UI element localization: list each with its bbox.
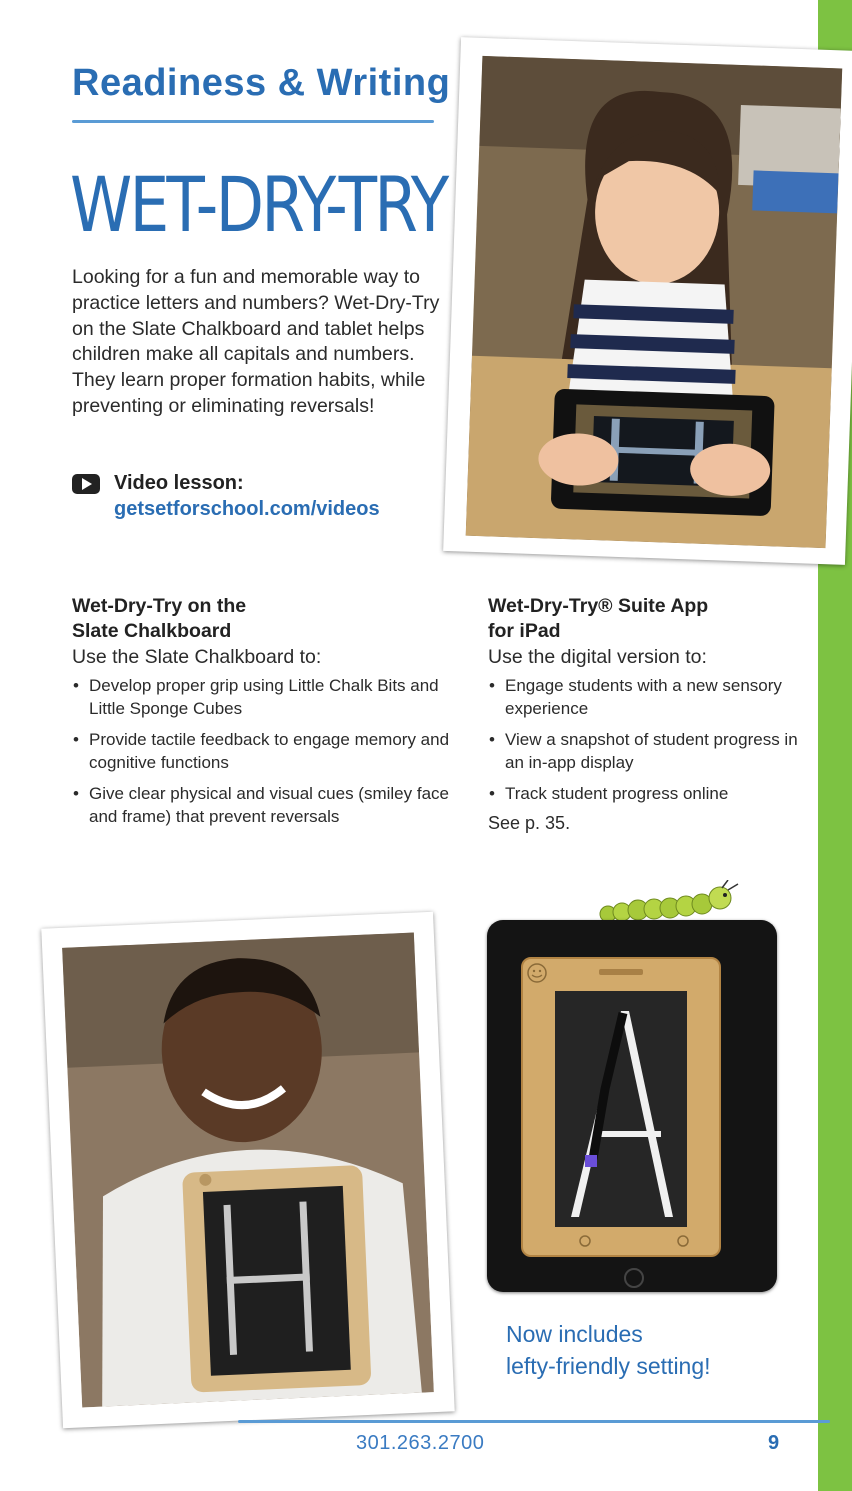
app-heading-line1: Wet-Dry-Try® Suite App (488, 595, 709, 617)
boy-slate-illustration (62, 933, 434, 1408)
suite-app-column (488, 594, 808, 834)
slate-bullet-list (72, 674, 452, 828)
girl-tablet-illustration (466, 56, 843, 548)
see-page-reference: See p. 35. (488, 813, 571, 833)
app-subheading: Use the digital version to: (488, 646, 707, 668)
page-number: 9 (768, 1432, 780, 1454)
product-title: WET-DRY-TRY (70, 160, 447, 249)
photo-boy-slate (41, 912, 454, 1429)
app-heading-line2: for iPad (488, 620, 561, 642)
list-item: • Track student progress online (488, 782, 808, 805)
slate-chalkboard-column (72, 594, 452, 836)
slate-heading-line1: Wet-Dry-Try on the (72, 595, 247, 617)
girl-tablet-image (466, 56, 843, 548)
video-play-icon (72, 474, 100, 494)
ipad-home-button (624, 1268, 644, 1288)
section-title: Readiness & Writing (72, 62, 451, 104)
list-item: • Give clear physical and visual cues (smiley face and frame) that prevent reversals (72, 782, 452, 828)
caterpillar-icon (596, 880, 744, 924)
letter-a-slate-icon (523, 959, 719, 1255)
lefty-feature-note (506, 1318, 711, 1382)
video-lesson-link[interactable]: getsetforschool.com/videos (114, 498, 380, 520)
list-item: • Engage students with a new sensory experience (488, 674, 808, 720)
lefty-note-line2: lefty-friendly setting! (506, 1353, 711, 1379)
slate-heading-line2: Slate Chalkboard (72, 620, 232, 642)
list-item: • Develop proper grip using Little Chalk Bits and Little Sponge Cubes (72, 674, 452, 720)
boy-slate-image (62, 933, 434, 1408)
intro-paragraph: Looking for a fun and memorable way to practice letters and numbers? Wet-Dry-Try on the Slate Chalkboard and tablet helps children make all capitals and numbers. They learn proper formation habits, while preventing or eliminating reversals! (72, 266, 440, 417)
video-lesson-label: Video lesson: (114, 472, 244, 494)
photo-girl-tablet (443, 37, 852, 565)
ipad-device (487, 920, 777, 1292)
lefty-note-line1: Now includes (506, 1321, 643, 1347)
footer-rule (238, 1420, 830, 1423)
ipad-slate-screen (521, 957, 721, 1257)
list-item: • View a snapshot of student progress in an in-app display (488, 728, 808, 774)
list-item: • Provide tactile feedback to engage memory and cognitive functions (72, 728, 452, 774)
app-bullet-list (488, 674, 808, 805)
slate-subheading: Use the Slate Chalkboard to: (72, 646, 322, 668)
footer-phone: 301.263.2700 (356, 1432, 485, 1454)
title-underline-rule (72, 120, 434, 123)
